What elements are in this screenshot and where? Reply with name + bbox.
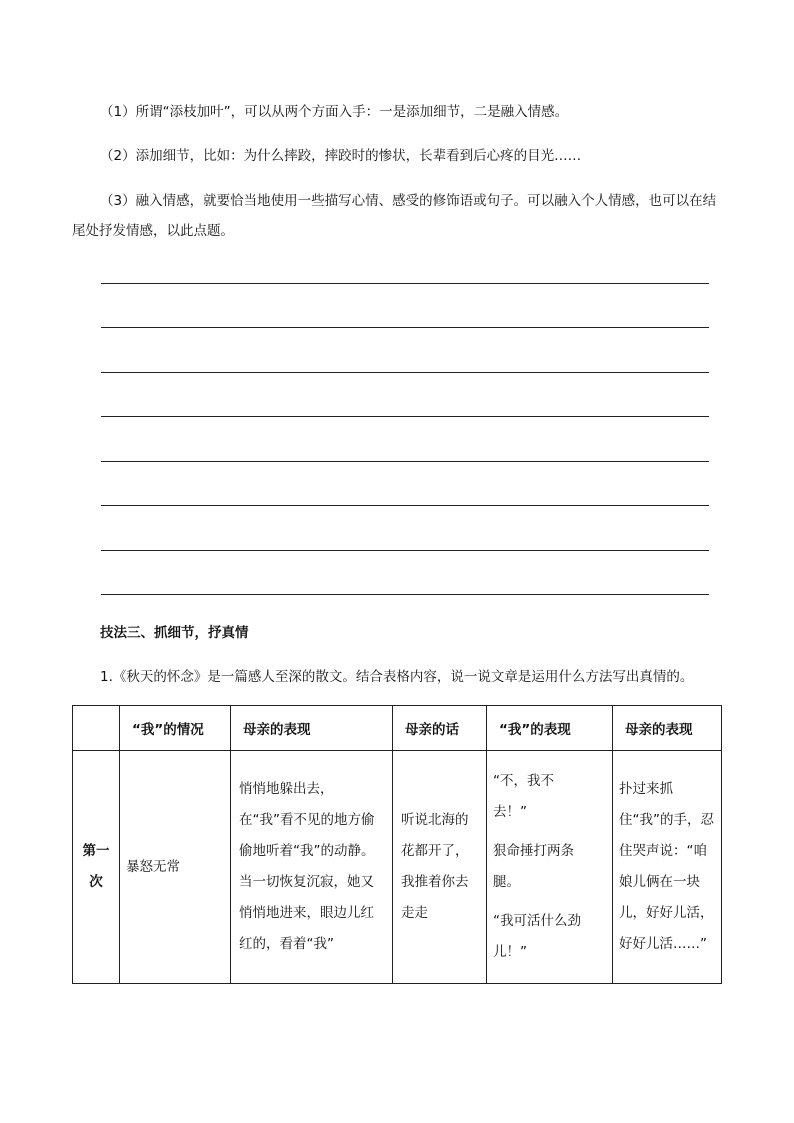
writing-line: [101, 283, 709, 284]
row-label-cell: [73, 751, 120, 984]
header-my-situation: “我”的情况: [120, 706, 231, 751]
paragraph-2: （2）添加细节，比如：为什么摔跤，摔跤时的惨状，长辈看到后心疼的目光……: [100, 148, 582, 164]
writing-line: [101, 505, 709, 506]
row-label: 第一次: [82, 843, 110, 890]
my-reaction-2: 狠命捶打两条腿。: [493, 843, 574, 890]
situation-text: 暴怒无常: [126, 858, 180, 875]
header-my-reaction: “我”的表现: [487, 706, 613, 751]
my-reaction-cell: [487, 751, 613, 984]
section-heading: 技法三、抓细节，抒真情: [100, 625, 249, 641]
mother-reaction-text: 扑过来抓住“我”的手，忍住哭声说：“咱娘儿俩在一块儿，好好儿活，好好儿活……”: [619, 781, 714, 952]
situation-cell: [120, 751, 231, 984]
header-mother-reaction: 母亲的表现: [613, 706, 722, 751]
header-mother-action: 母亲的表现: [231, 706, 393, 751]
my-reaction-3: “我可活什么劲儿！”: [493, 913, 581, 960]
mother-words-text: 听说北海的花都开了，我推着你去走走: [401, 812, 469, 921]
writing-line: [101, 594, 709, 595]
mother-action-cell: [231, 751, 393, 984]
mother-words-cell: [393, 751, 487, 984]
question-text: 1.《秋天的怀念》是一篇感人至深的散文。结合表格内容，说一说文章是运用什么方法写出真情的。: [100, 669, 694, 685]
header-blank: [73, 706, 120, 751]
writing-line: [101, 461, 709, 462]
mother-action-text: 悄悄地躲出去，在“我”看不见的地方偷偷地听着“我”的动静。当一切恢复沉寂，她又悄悄地进来，眼边儿红红的，看着“我”: [239, 781, 375, 952]
paragraph-1: （1）所谓“添枝加叶”，可以从两个方面入手：一是添加细节，二是融入情感。: [100, 104, 569, 120]
mother-reaction-cell: [613, 751, 722, 984]
header-mother-words: 母亲的话: [393, 706, 487, 751]
writing-line: [101, 550, 709, 551]
my-reaction-1: “不，我不去！”: [493, 773, 554, 820]
writing-line: [101, 327, 709, 328]
paragraph-3: （3）融入情感，就要恰当地使用一些描写心情、感受的修饰语或句子。可以融入个人情感，也可以在结尾处抒发情感，以此点题。: [72, 193, 717, 239]
writing-line: [101, 416, 709, 417]
writing-line: [101, 372, 709, 373]
analysis-table: [72, 705, 722, 984]
table-row: [73, 751, 722, 984]
table-header-row: [73, 706, 722, 751]
